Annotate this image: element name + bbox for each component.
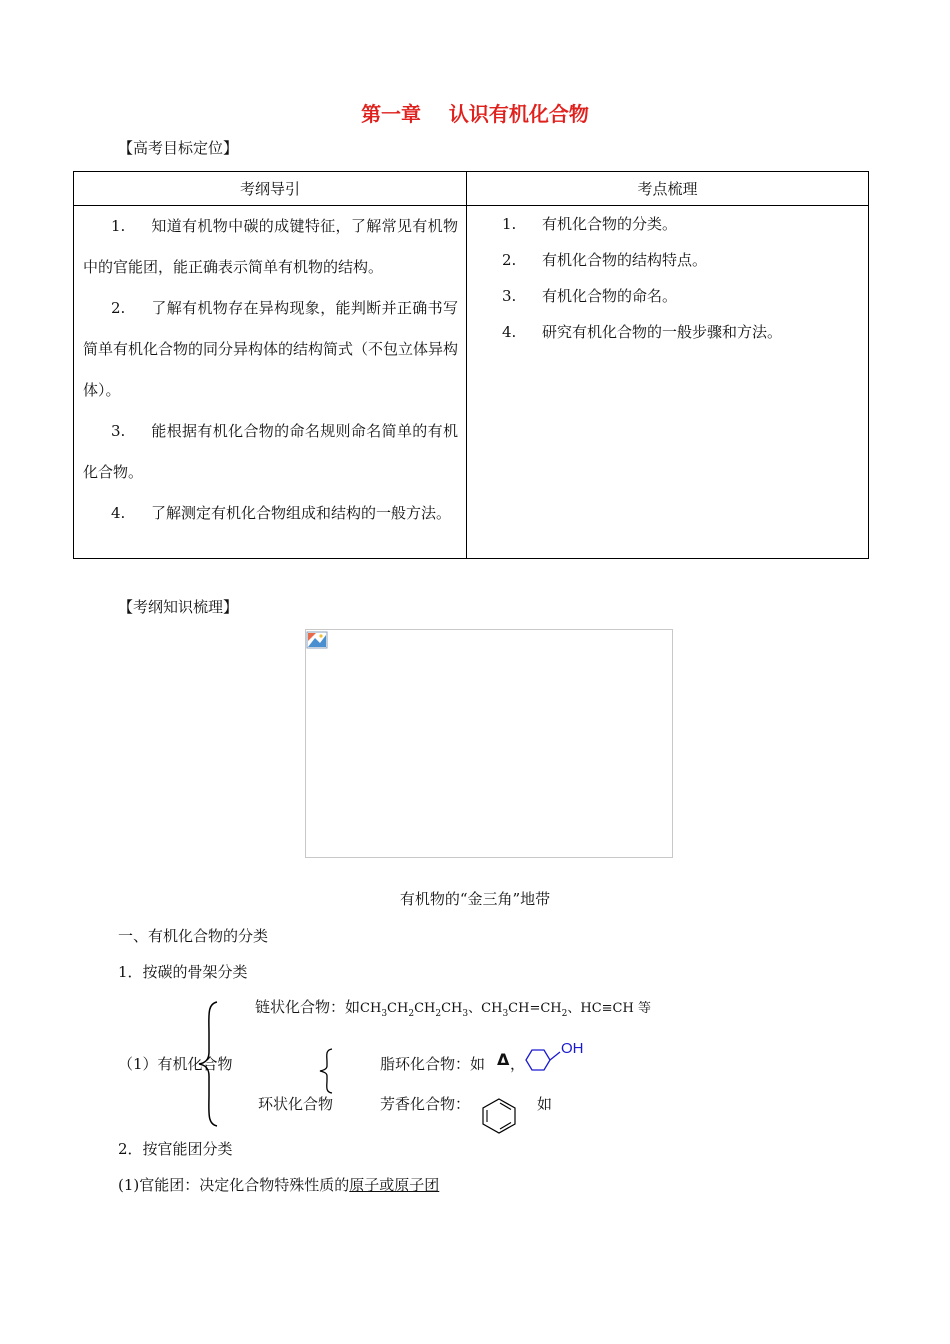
- guide-item: [83, 411, 458, 493]
- section-heading: 一、有机化合物的分类: [118, 927, 269, 945]
- formula-subscript: 2: [408, 1009, 415, 1019]
- points-item: [502, 314, 858, 350]
- table-header-points: 考点梳理: [467, 172, 869, 206]
- formula-text: CH: [360, 1001, 382, 1016]
- knowledge-heading: 【考纲知识梳理】: [118, 598, 239, 616]
- points-item-text: 有机化合物的结构特点。: [542, 251, 708, 269]
- guide-item: [83, 288, 458, 411]
- example-word: 如: [537, 1095, 553, 1113]
- guide-item-number: 4.: [111, 504, 126, 522]
- guide-item-number: 1.: [111, 217, 126, 235]
- functional-group-definition: [118, 1175, 439, 1195]
- chain-formulas: [360, 998, 651, 1019]
- points-item-number: 2.: [502, 251, 517, 269]
- points-item-number: 4.: [502, 323, 517, 341]
- broken-image-icon: [306, 631, 328, 649]
- guide-item-number: 2.: [111, 299, 126, 317]
- alicyclic-label: 脂环化合物：如: [380, 1055, 486, 1073]
- goal-table: [73, 171, 869, 559]
- formula-text: CH: [387, 1001, 409, 1016]
- guide-item-text: 能根据有机化合物的命名规则命名简单的有机化合物。: [83, 422, 458, 481]
- guide-item: [83, 493, 458, 534]
- cyclohexanol-structure: [518, 1036, 590, 1080]
- brace-icon: [195, 1000, 221, 1128]
- points-item-number: 1.: [502, 215, 517, 233]
- formula-subscript: 2: [435, 1009, 442, 1019]
- guide-item-text: 知道有机物中碳的成键特征，了解常见有机物中的官能团，能正确表示简单有机物的结构。: [83, 217, 458, 276]
- points-cell: [467, 206, 869, 559]
- guide-item-number: 3.: [111, 422, 126, 440]
- guide-item-text: 了解测定有机化合物组成和结构的一般方法。: [151, 504, 452, 522]
- points-item-number: 3.: [502, 287, 517, 305]
- formula-text: CH: [414, 1001, 436, 1016]
- classification-label: （1）有机化合物: [118, 1055, 233, 1073]
- subsection-heading: 2．按官能团分类: [118, 1140, 233, 1158]
- comma: ，: [510, 1055, 526, 1073]
- aromatic-label: 芳香化合物：: [380, 1095, 471, 1113]
- formula-text: 、CH: [468, 1001, 503, 1016]
- formula-text: CH=CH: [508, 1001, 562, 1016]
- points-item-text: 有机化合物的分类。: [542, 215, 678, 233]
- points-item: [502, 242, 858, 278]
- guide-item: [83, 206, 458, 288]
- formula-text: CH: [441, 1001, 463, 1016]
- hydroxyl-label: OH: [561, 1040, 584, 1057]
- benzene-ring-icon: [479, 1097, 519, 1135]
- formula-subscript: 2: [561, 1009, 568, 1019]
- definition-text: (1)官能团：决定化合物特殊性质的: [118, 1176, 350, 1194]
- brace-icon: [316, 1047, 336, 1095]
- table-header-guide: 考纲导引: [74, 172, 467, 206]
- formula-subscript: 3: [502, 1009, 509, 1019]
- subsection-heading: 1．按碳的骨架分类: [118, 963, 248, 981]
- points-item-text: 研究有机化合物的一般步骤和方法。: [542, 323, 783, 341]
- guide-item-text: 了解有机物存在异构现象，能判断并正确书写简单有机化合物的同分异构体的结构简式（不包立体异构体）。: [83, 299, 459, 399]
- formula-subscript: 3: [381, 1009, 388, 1019]
- guide-cell: [74, 206, 467, 559]
- formula-subscript: 3: [462, 1009, 469, 1019]
- formula-text: 、HC≡CH 等: [567, 1001, 651, 1016]
- figure-caption: 有机物的“金三角”地带: [399, 890, 551, 908]
- goal-heading: 【高考目标定位】: [118, 139, 239, 157]
- points-item: [502, 278, 858, 314]
- page-title: 第一章 认识有机化合物: [361, 102, 589, 126]
- cyclopropane-symbol: Δ: [497, 1050, 510, 1069]
- chain-label: 链状化合物：如: [255, 998, 361, 1016]
- points-item: [502, 206, 858, 242]
- definition-underlined: 原子或原子团: [349, 1176, 440, 1194]
- figure-placeholder: [305, 629, 673, 858]
- chain-compounds-line: [255, 997, 651, 1024]
- points-item-text: 有机化合物的命名。: [542, 287, 678, 305]
- ring-compounds-label: 环状化合物: [258, 1095, 334, 1113]
